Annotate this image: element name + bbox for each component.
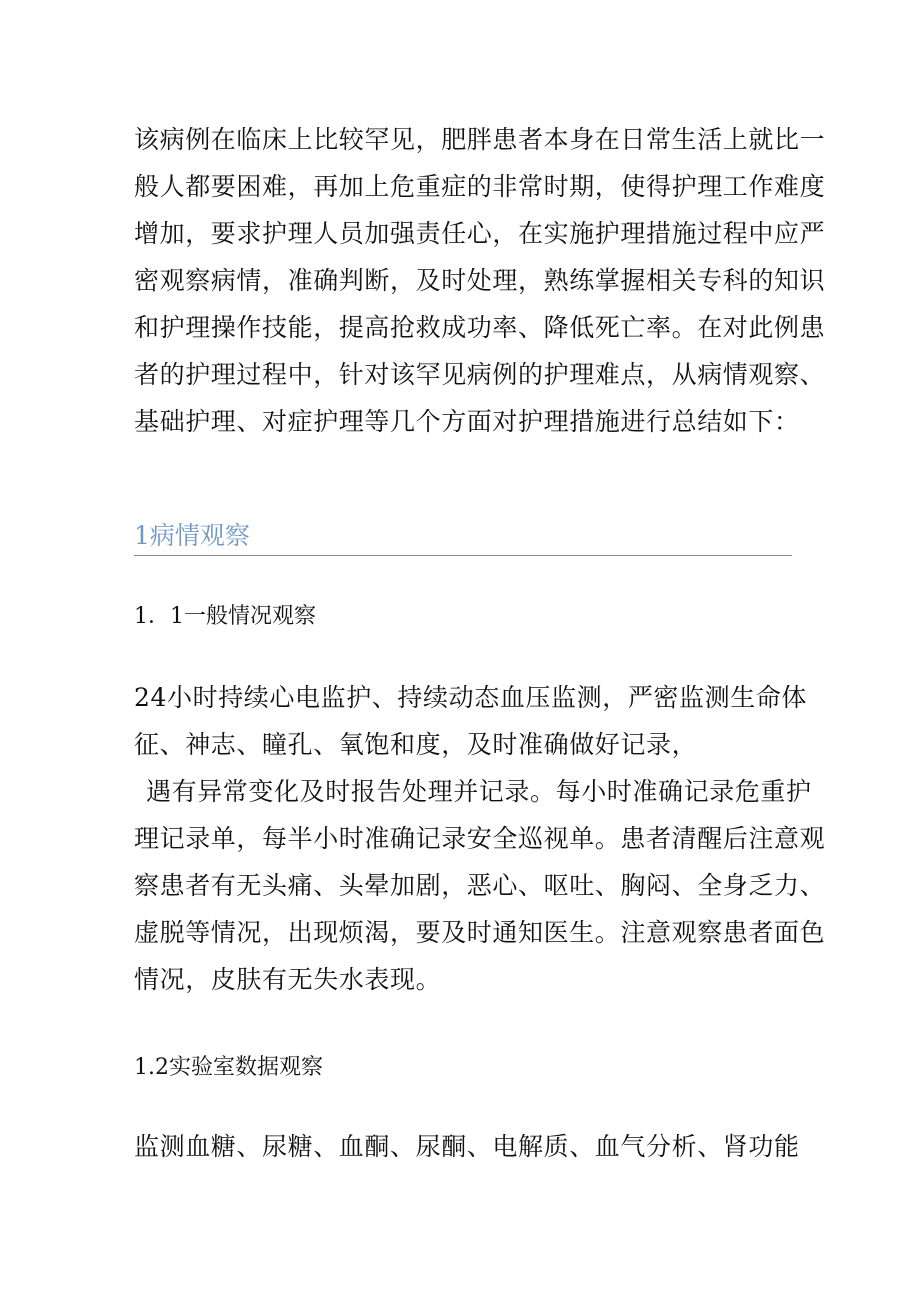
subsection-title-1-1: 1．1一般情况观察 bbox=[134, 604, 316, 629]
intro-line-5: 和护理操作技能，提高抢救成功率、降低死亡率。在对此例患 bbox=[134, 313, 826, 342]
sub1-line-6: 虚脱等情况，出现烦渴，要及时通知医生。注意观察患者面色 bbox=[134, 918, 826, 947]
section-heading bbox=[134, 521, 792, 556]
sub1-line-5: 察患者有无头痛、头晕加剧，恶心、呕吐、胸闷、全身乏力、 bbox=[134, 871, 826, 900]
sub1-line-2: 征、神志、瞳孔、氧饱和度，及时准确做好记录， bbox=[134, 730, 698, 759]
sub1-line-1: 24小时持续心电监护、持续动态血压监测，严密监测生命体 bbox=[134, 683, 808, 712]
intro-line-4: 密观察病情，准确判断，及时处理，熟练掌握相关专科的知识 bbox=[134, 266, 826, 295]
subsection-title-1-2: 1.2实验室数据观察 bbox=[134, 1055, 323, 1080]
intro-line-1: 该病例在临床上比较罕见，肥胖患者本身在日常生活上就比一 bbox=[134, 125, 826, 154]
sub2-line-1: 监测血糖、尿糖、血酮、尿酮、电解质、血气分析、肾功能 bbox=[134, 1132, 800, 1161]
sub1-line-7: 情况，皮肤有无失水表现。 bbox=[134, 965, 442, 994]
intro-line-2: 般人都要困难，再加上危重症的非常时期，使得护理工作难度 bbox=[134, 172, 826, 201]
intro-line-6: 者的护理过程中，针对该罕见病例的护理难点，从病情观察、 bbox=[134, 360, 826, 389]
section-heading-text: 1病情观察 bbox=[134, 521, 250, 550]
intro-line-7: 基础护理、对症护理等几个方面对护理措施进行总结如下： bbox=[134, 407, 800, 436]
sub1-line-3: 遇有异常变化及时报告处理并记录。每小时准确记录危重护 bbox=[146, 777, 812, 806]
sub1-line-4: 理记录单，每半小时准确记录安全巡视单。患者清醒后注意观 bbox=[134, 824, 826, 853]
intro-line-3: 增加，要求护理人员加强责任心，在实施护理措施过程中应严 bbox=[134, 219, 826, 248]
